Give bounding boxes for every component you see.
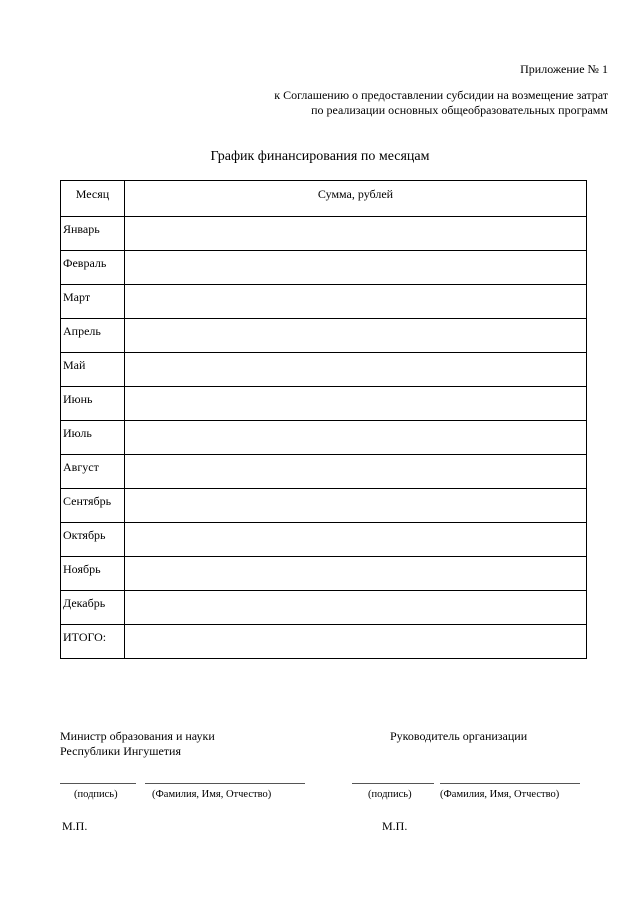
month-cell: Март [61,285,125,319]
sum-cell[interactable] [125,285,587,319]
minister-stamp-label: М.П. [62,819,88,833]
director-stamp-label: М.П. [382,819,408,833]
month-cell: Декабрь [61,591,125,625]
minister-title-line-2: Республики Ингушетия [60,744,181,758]
month-cell: Январь [61,217,125,251]
table-row [61,489,587,523]
director-signature-caption: (подпись) [368,789,412,800]
table-row [61,285,587,319]
minister-signature-caption: (подпись) [74,789,118,800]
page-title: График финансирования по месяцам [210,149,430,164]
table-header-row [61,181,587,217]
director-name-caption: (Фамилия, Имя, Отчество) [440,789,560,800]
total-row [61,625,587,659]
month-cell: Ноябрь [61,557,125,591]
month-cell: Февраль [61,251,125,285]
minister-title-line-1: Министр образования и науки [60,729,215,743]
table-row [61,591,587,625]
sum-cell[interactable] [125,319,587,353]
total-sum-cell[interactable] [125,625,587,659]
sum-cell[interactable] [125,217,587,251]
subtitle-line-2: по реализации основных общеобразовательных программ [311,103,608,117]
subtitle-line-1: к Соглашению о предоставлении субсидии на возмещение затрат [274,88,608,102]
table-row [61,455,587,489]
month-cell: Сентябрь [61,489,125,523]
sum-cell[interactable] [125,455,587,489]
total-label-cell: ИТОГО: [61,625,125,659]
sum-cell[interactable] [125,251,587,285]
month-cell: Апрель [61,319,125,353]
column-header-month: Месяц [61,181,125,217]
sum-cell[interactable] [125,353,587,387]
column-header-sum: Сумма, рублей [125,181,587,217]
director-signature-line [352,783,434,784]
table-row [61,523,587,557]
subtitle [274,88,608,118]
table-row [61,217,587,251]
minister-signature-line [60,783,136,784]
month-cell: Октябрь [61,523,125,557]
month-cell: Июль [61,421,125,455]
sum-cell[interactable] [125,523,587,557]
director-name-line [440,783,580,784]
director-title: Руководитель организации [390,729,528,743]
table-row [61,421,587,455]
minister-name-caption: (Фамилия, Имя, Отчество) [152,789,272,800]
month-cell: Август [61,455,125,489]
sum-cell[interactable] [125,591,587,625]
month-cell: Июнь [61,387,125,421]
appendix-label: Приложение № 1 [520,62,608,76]
sum-cell[interactable] [125,421,587,455]
financing-table [60,180,587,659]
minister-name-line [145,783,305,784]
table-row [61,353,587,387]
sum-cell[interactable] [125,489,587,523]
sum-cell[interactable] [125,387,587,421]
month-cell: Май [61,353,125,387]
sum-cell[interactable] [125,557,587,591]
table-row [61,319,587,353]
table-row [61,251,587,285]
table-row [61,387,587,421]
table-row [61,557,587,591]
